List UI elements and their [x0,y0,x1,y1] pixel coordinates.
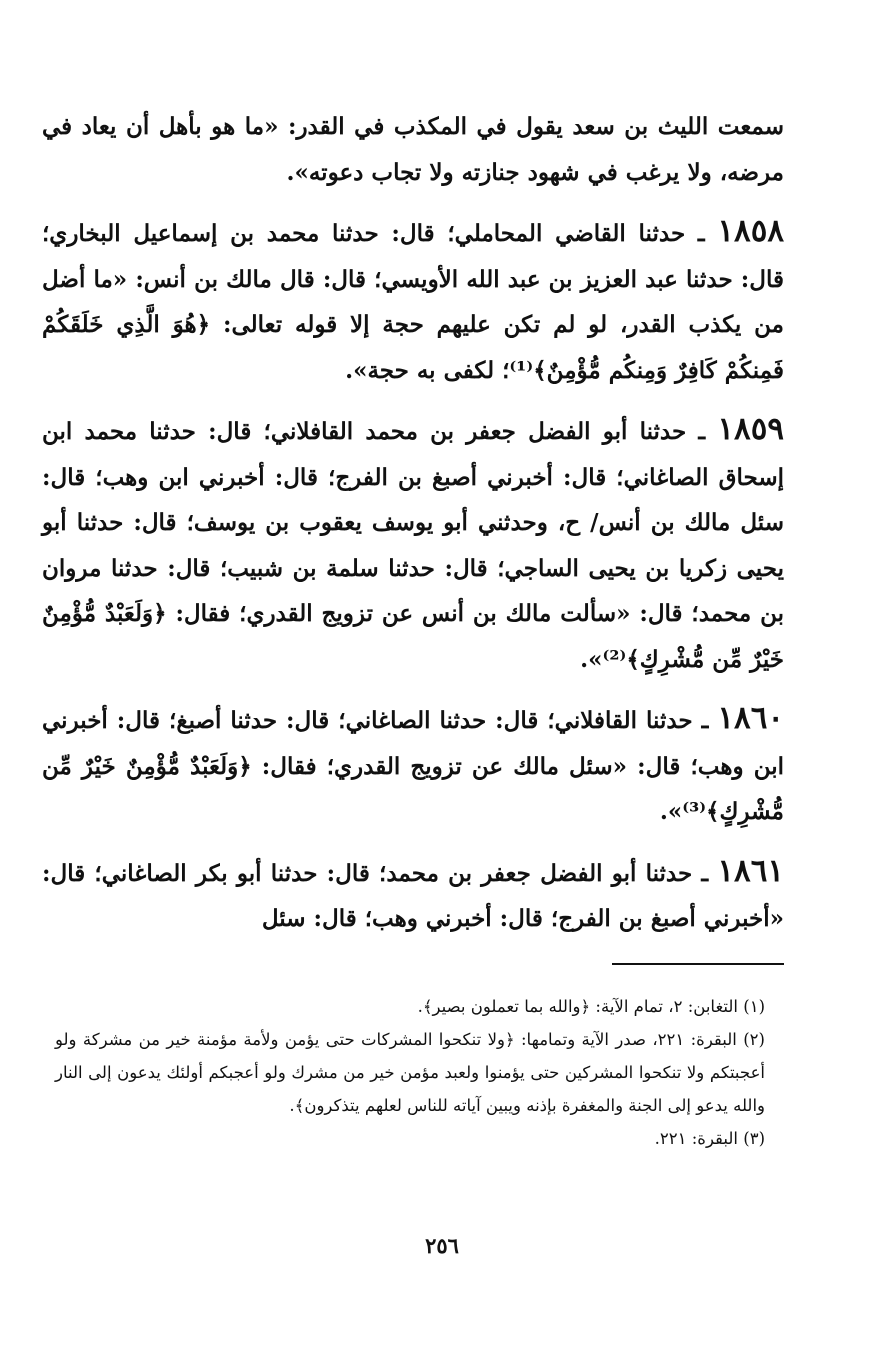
paragraph-continuation [42,104,784,195]
footnote-2: (٢) البقرة: ٢٢١، صدر الآية وتمامها: ﴿ولا تنكحوا المشركات حتى يؤمن ولأمة مؤمنة خير من مشركة ولو أعجبتكم ولا تنكحوا المشركين حتى يؤمنوا ولعبد مؤمن خير من مشرك ولو أعجبكم أولئك يدعون إلى النار والله يدعو إلى الجنة والمغفرة بإذنه ويبين آياته للناس لعلهم يتذكرون﴾. [55,1030,765,1115]
footnote-3: (٣) البقرة: ٢٢١. [654,1129,765,1148]
footnote-divider [612,963,784,965]
hadith-text: ـ حدثنا القاضي المحاملي؛ قال: حدثنا محمد بن إسماعيل البخاري؛ قال: حدثنا عبد العزيز بن عبد الله الأويسي؛ قال: قال مالك بن أنس: «ما أضل من يكذب القدر، لو لم تكن عليهم حجة إلا قوله تعالى: ﴿هُوَ الَّذِي خَلَقَكُمْ فَمِنكُمْ كَافِرٌ وَمِنكُم مُّؤْمِنٌ﴾⁽¹⁾؛ لكفى به حجة». [42,220,784,384]
hadith-text: ـ حدثنا القافلاني؛ قال: حدثنا الصاغاني؛ قال: حدثنا أصبغ؛ قال: أخبرني ابن وهب؛ قال: «سئل مالك عن تزويج القدري؛ فقال: ﴿وَلَعَبْدٌ مُّؤْمِنٌ خَيْرٌ مِّن مُّشْرِكٍ﴾⁽³⁾». [42,707,784,825]
hadith-number: ١٨٦٠ [717,700,784,736]
paragraph-text: سمعت الليث بن سعد يقول في المكذب في القدر: «ما هو بأهل أن يعاد في مرضه، ولا يرغب في شهود جنازته ولا تجاب دعوته». [42,113,784,186]
hadith-number: ١٨٥٩ [717,411,784,447]
hadith-1860 [42,696,784,835]
hadith-text: ـ حدثنا أبو الفضل جعفر بن محمد القافلاني؛ قال: حدثنا محمد ابن إسحاق الصاغاني؛ قال: أخبرني أصبغ بن الفرج؛ قال: أخبرني ابن وهب؛ قال: سئل مالك بن أنس/ ح، وحدثني أبو يوسف يعقوب بن يوسف؛ قال: حدثنا أبو يحيى زكريا بن يحيى الساجي؛ قال: حدثنا سلمة بن شبيب؛ قال: حدثنا مروان بن محمد؛ قال: «سألت مالك بن أنس عن تزويج القدري؛ فقال: ﴿وَلَعَبْدٌ مُّؤْمِنٌ خَيْرٌ مِّن مُّشْرِكٍ﴾⁽²⁾». [42,418,784,673]
hadith-1861 [42,849,784,942]
main-text [42,104,784,942]
hadith-1859 [42,407,784,682]
hadith-number: ١٨٦١ [717,852,784,889]
page-number: ٢٥٦ [425,1233,459,1258]
hadith-text: ـ حدثنا أبو الفضل جعفر بن محمد؛ قال: حدثنا أبو بكر الصاغاني؛ قال: «أخبرني أصبغ بن الفرج؛ قال: أخبرني وهب؛ قال: سئل [42,859,784,932]
hadith-1858 [42,209,784,393]
footnotes [55,990,765,1155]
hadith-number: ١٨٥٨ [717,213,784,249]
footnote-1: (١) التغابن: ٢، تمام الآية: ﴿والله بما تعملون بصير﴾. [417,997,765,1016]
